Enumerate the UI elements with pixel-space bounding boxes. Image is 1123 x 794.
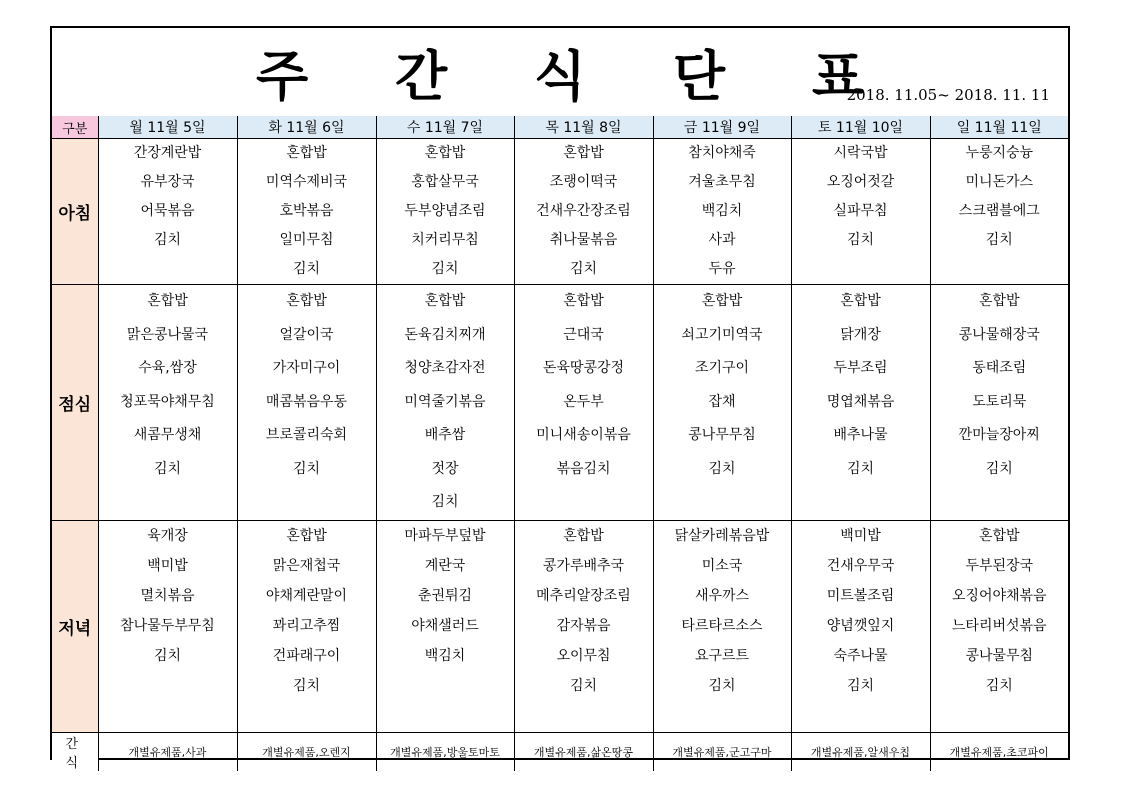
day-header: 화 11월 6일 [237, 116, 376, 139]
menu-item: 배추쌈 [424, 427, 466, 443]
menu-cell [98, 139, 237, 285]
menu-item: 콩나물무침 [965, 648, 1034, 664]
menu-item: 새콤무생채 [133, 427, 202, 443]
menu-item: 일미무침 [279, 232, 334, 248]
snack-cell: 개별유제품,알새우칩 [791, 733, 930, 772]
menu-item: 김치 [985, 678, 1013, 694]
menu-item: 김치 [292, 678, 321, 694]
menu-item: 메추리알장조림 [536, 588, 631, 604]
snack-cell: 개별유제품,사과 [98, 733, 237, 772]
menu-item: 건새우간장조림 [536, 203, 631, 219]
menu-item: 두부양념조림 [404, 203, 486, 219]
menu-item: 쇠고기미역국 [681, 326, 763, 343]
menu-sheet [50, 26, 1070, 771]
menu-item: 김치 [292, 261, 321, 277]
menu-item: 볶음김치 [556, 460, 611, 477]
menu-item: 혼합밥 [286, 528, 327, 544]
menu-cell [376, 521, 514, 733]
header-label: 구분 [52, 116, 98, 139]
menu-item: 깐마늘장아찌 [958, 427, 1040, 443]
menu-item: 얼갈이국 [279, 326, 334, 343]
menu-item: 육개장 [147, 528, 188, 544]
menu-item: 김치 [708, 460, 736, 477]
day-header: 월 11월 5일 [98, 116, 237, 139]
menu-cell [514, 139, 653, 285]
day-header: 토 11월 10일 [791, 116, 930, 139]
menu-item: 홍합살무국 [411, 174, 479, 190]
menu-item: 두부된장국 [965, 558, 1034, 574]
menu-cell [514, 285, 653, 521]
menu-item: 꽈리고추찜 [272, 618, 341, 634]
menu-item: 근대국 [563, 326, 604, 343]
day-header: 금 11월 9일 [653, 116, 791, 139]
menu-item: 스크램블에그 [958, 203, 1040, 219]
menu-item: 온두부 [563, 393, 604, 410]
meal-label-lunch: 점심 [52, 285, 98, 521]
day-header: 일 11월 11일 [930, 116, 1068, 139]
menu-item: 콩가루배추국 [542, 558, 625, 574]
menu-item: 시락국밥 [833, 145, 888, 161]
menu-item: 미역줄기볶음 [404, 393, 486, 410]
menu-item: 멸치볶음 [140, 588, 195, 604]
menu-cell [791, 285, 930, 521]
menu-item: 춘권튀김 [417, 588, 473, 604]
menu-item: 마파두부덮밥 [404, 528, 486, 544]
menu-item: 호박볶음 [279, 203, 334, 219]
menu-item: 백김치 [424, 648, 466, 664]
header-row [52, 116, 1068, 139]
menu-item: 김치 [708, 678, 736, 694]
menu-cell [376, 285, 514, 521]
menu-item: 야채계란말이 [265, 588, 348, 604]
menu-cell [653, 139, 791, 285]
menu-item: 느타리버섯볶음 [951, 618, 1047, 634]
menu-cell [237, 139, 376, 285]
menu-item: 백김치 [701, 203, 743, 219]
menu-item: 동태조림 [972, 360, 1027, 376]
menu-item: 오징어야채볶음 [951, 588, 1047, 604]
menu-item: 참치야채죽 [688, 145, 756, 161]
menu-item: 매콤볶음우동 [265, 393, 348, 410]
menu-item: 가자미구이 [272, 360, 341, 376]
menu-item: 타르타르소스 [681, 618, 763, 634]
meal-label-snack: 간 식 [52, 733, 98, 772]
day-header: 수 11월 7일 [376, 116, 514, 139]
meal-label-breakfast: 아침 [52, 139, 98, 285]
menu-item: 새우까스 [694, 588, 750, 604]
menu-item: 미역수제비국 [265, 174, 348, 190]
menu-cell [237, 285, 376, 521]
menu-item: 김치 [153, 648, 182, 664]
menu-cell [930, 521, 1068, 733]
menu-item: 돈육땅콩강정 [542, 360, 625, 376]
menu-item: 간장계란밥 [133, 145, 202, 161]
menu-item: 두부조림 [833, 360, 888, 376]
menu-item: 건파래구이 [272, 648, 341, 664]
day-header: 목 11월 8일 [514, 116, 653, 139]
breakfast-row [52, 139, 1068, 285]
menu-item: 잡채 [708, 393, 736, 410]
menu-item: 조기구이 [694, 360, 750, 376]
meal-label-dinner: 저녁 [52, 521, 98, 733]
menu-item: 김치 [985, 460, 1013, 477]
menu-item: 미소국 [701, 558, 743, 574]
menu-item: 김치 [153, 232, 182, 248]
menu-item: 참나물두부무침 [120, 618, 215, 634]
menu-item: 미니돈가스 [965, 174, 1034, 190]
menu-item: 양념깻잎지 [826, 618, 895, 634]
menu-item: 겨울초무침 [688, 174, 756, 190]
menu-item: 야채샐러드 [411, 618, 479, 634]
menu-item: 맑은콩나물국 [126, 326, 209, 343]
menu-cell [791, 139, 930, 285]
menu-item: 청포묵야채무침 [120, 393, 215, 410]
menu-item: 닭살카레볶음밥 [674, 528, 770, 544]
menu-item: 혼합밥 [286, 293, 327, 309]
menu-item: 수육,쌈장 [138, 360, 197, 376]
menu-item: 혼합밥 [286, 145, 327, 161]
menu-item: 어묵볶음 [140, 203, 195, 219]
menu-item: 김치 [431, 494, 459, 510]
menu-item: 김치 [846, 232, 875, 248]
menu-cell [791, 521, 930, 733]
menu-item: 혼합밥 [978, 528, 1020, 544]
snack-cell: 개별유제품,삶온땅콩 [514, 733, 653, 772]
menu-item: 유부장국 [140, 174, 195, 190]
lunch-row [52, 285, 1068, 521]
menu-cell [930, 285, 1068, 521]
menu-item: 취나물볶음 [549, 232, 618, 248]
menu-item: 두유 [708, 261, 736, 277]
menu-item: 맑은재첩국 [272, 558, 341, 574]
menu-item: 감자볶음 [556, 618, 611, 634]
menu-item: 실파무침 [833, 203, 888, 219]
snack-cell: 개별유제품,방울토마토 [376, 733, 514, 772]
menu-item: 젓장 [431, 460, 459, 477]
menu-item: 김치 [846, 678, 875, 694]
menu-item: 김치 [569, 261, 598, 277]
menu-item: 청양초감자전 [404, 360, 486, 376]
snack-cell: 개별유제품,군고구마 [653, 733, 791, 772]
menu-item: 혼합밥 [978, 293, 1020, 309]
menu-cell [653, 285, 791, 521]
title-area [52, 28, 1068, 117]
menu-cell [514, 521, 653, 733]
menu-item: 치커리무침 [411, 232, 479, 248]
menu-item: 혼합밥 [563, 528, 604, 544]
menu-item: 도토리묵 [972, 393, 1027, 410]
menu-item: 백미밥 [840, 528, 881, 544]
menu-item: 콩나무무침 [688, 427, 756, 443]
date-range: 2018. 11.05~ 2018. 11. 11 [846, 86, 1050, 104]
menu-item: 누룽지숭늉 [965, 145, 1034, 161]
menu-item: 혼합밥 [563, 293, 604, 309]
menu-cell [653, 521, 791, 733]
menu-item: 미니새송이볶음 [536, 427, 631, 443]
menu-cell [376, 139, 514, 285]
menu-item: 오징어젓갈 [826, 174, 895, 190]
snack-cell: 개별유제품,초코파이 [930, 733, 1068, 772]
snack-row [52, 733, 1068, 772]
menu-item: 돈육김치찌개 [404, 326, 486, 343]
menu-item: 명엽채볶음 [826, 393, 895, 410]
menu-item: 김치 [153, 460, 182, 477]
menu-item: 혼합밥 [424, 145, 466, 161]
menu-item: 요구르트 [694, 648, 750, 664]
menu-item: 혼합밥 [147, 293, 188, 309]
menu-item: 혼합밥 [840, 293, 881, 309]
menu-cell [237, 521, 376, 733]
menu-item: 혼합밥 [701, 293, 743, 309]
menu-item: 김치 [292, 460, 321, 477]
menu-item: 김치 [846, 460, 875, 477]
menu-item: 백미밥 [147, 558, 188, 574]
page-title: 주 간 식 단 표 [255, 45, 899, 108]
menu-item: 김치 [985, 232, 1013, 248]
menu-item: 김치 [431, 261, 459, 277]
menu-item: 배추나물 [833, 427, 888, 443]
menu-item: 계란국 [424, 558, 466, 574]
menu-item: 브로콜리숙회 [265, 427, 348, 443]
menu-item: 사과 [708, 232, 736, 248]
menu-item: 김치 [569, 678, 598, 694]
menu-item: 콩나물해장국 [958, 326, 1040, 343]
menu-cell [98, 521, 237, 733]
weekly-menu-table [52, 116, 1068, 771]
menu-item: 건새우무국 [826, 558, 895, 574]
dinner-row [52, 521, 1068, 733]
menu-item: 혼합밥 [563, 145, 604, 161]
menu-item: 오이무침 [556, 648, 611, 664]
menu-cell [930, 139, 1068, 285]
menu-item: 조랭이떡국 [549, 174, 618, 190]
menu-item: 미트볼조림 [826, 588, 895, 604]
snack-cell: 개별유제품,오렌지 [237, 733, 376, 772]
menu-cell [98, 285, 237, 521]
menu-item: 혼합밥 [424, 293, 466, 309]
menu-item: 닭개장 [840, 326, 881, 343]
menu-item: 숙주나물 [833, 648, 888, 664]
